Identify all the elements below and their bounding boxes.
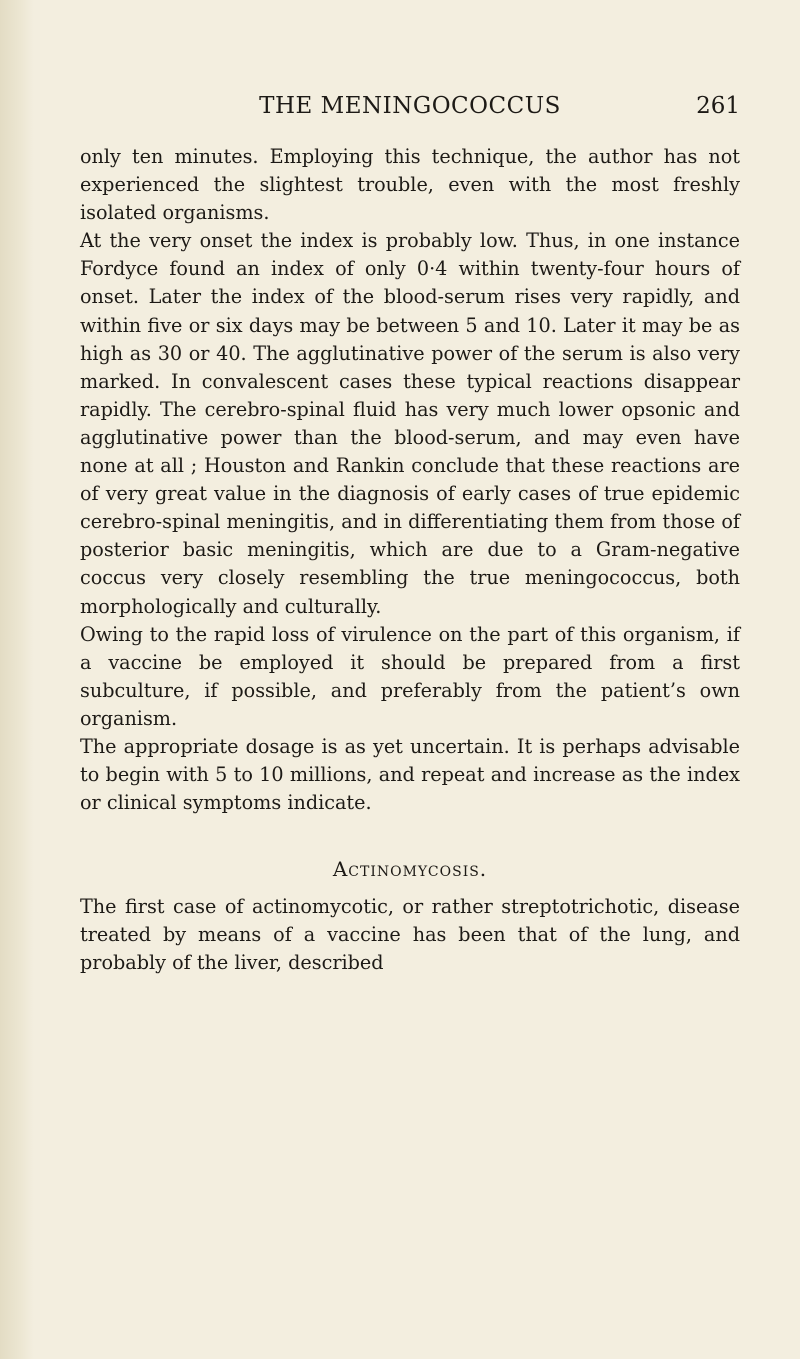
page-edge (0, 0, 34, 1359)
paragraph-actinomycosis: The first case of actinomycotic, or rather streptotrichotic, disease treated by means of a vaccine has been that of the lung, and probably of the liver, described (80, 895, 740, 975)
paragraph-continuation: only ten minutes. Employing this technique, the author has not experienced the slightest trouble, even with the most freshly isolated organisms. (80, 145, 740, 225)
paragraph-vaccine-preparation: Owing to the rapid loss of virulence on the part of this organism, if a vaccine be employed it should be prepared from a first subculture, if possible, and preferably from the patient’s own organism. (80, 622, 740, 730)
section-heading: Actinomycosis. (332, 857, 488, 882)
page-number: 261 (696, 93, 740, 119)
body-text (80, 143, 740, 978)
running-title: THE MENINGOCOCCUS (259, 93, 561, 119)
paragraph-dosage: The appropriate dosage is as yet uncertain. It is perhaps advisable to begin with 5 to 10 millions, and repeat and increase as the index or clinical symptoms indicate. (80, 734, 740, 815)
paragraph-index-onset: At the very onset the index is probably low. Thus, in one instance Fordyce found an index of only 0·4 within twenty-four hours of onset. Later the index of the blood-serum rises very rapidly, and within five or six days may be between 5 and 10. Later it may be as high as 30 or 40. The agglutinative power of the serum is also very marked. In convalescent cases these typical reactions disappear rapidly. The cerebro-spinal fluid has very much lower opsonic and agglutinative power than the blood-serum, and may even have none at all ; Houston and Rankin conclude that these reactions are of very great value in the diagnosis of early cases of true epidemic cerebro-spinal meningitis, and in differentiating them from those of posterior basic meningitis, which are due to a Gram-negative coccus very closely resembling the true meningococcus, both morphologically and culturally. (80, 229, 740, 618)
running-head (80, 86, 740, 126)
